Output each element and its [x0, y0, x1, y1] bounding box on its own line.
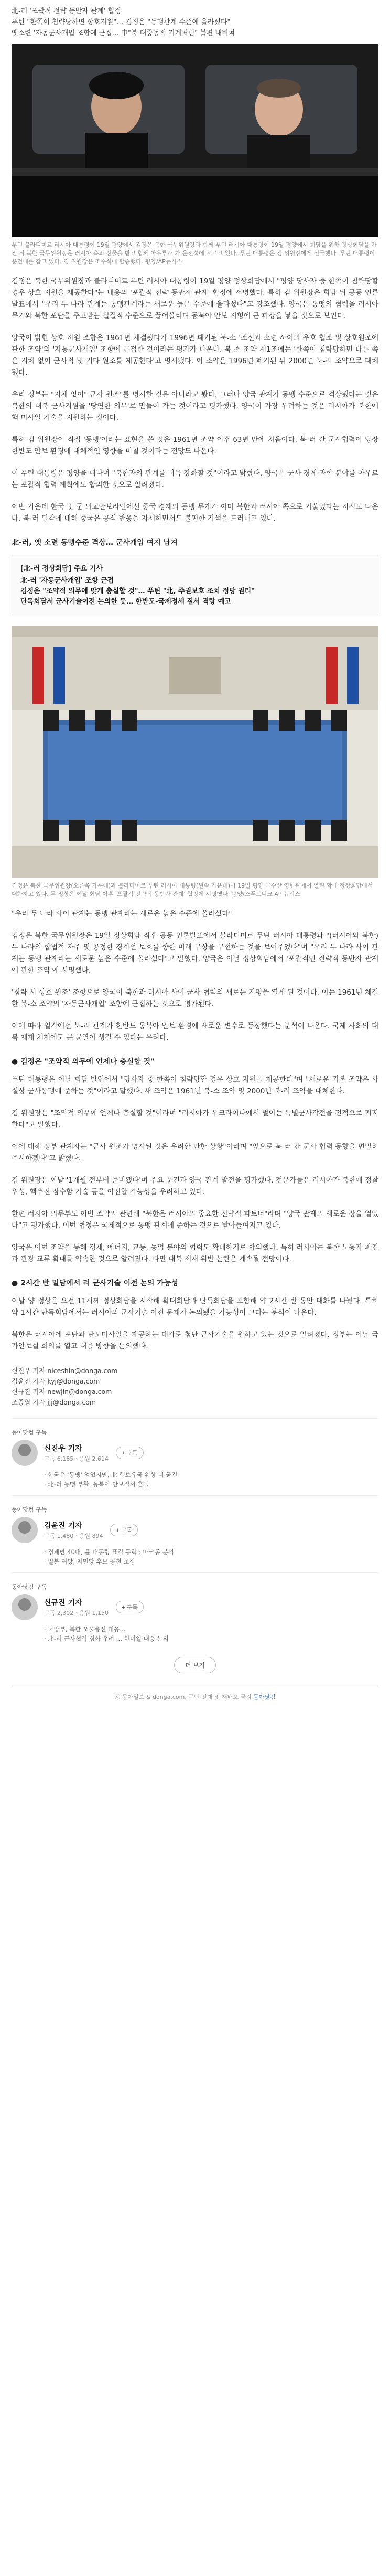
article-paragraph: 푸틴 대통령은 이날 회담 발언에서 "당사자 중 한쪽이 침략당할 경우 상호 지원을 제공한다"며 "새로운 기본 조약은 사실상 군사동맹에 준하는 것"이라고 말했다. 새 조약은 1961년 북-소 조약 및 2000년 북-러 조약을 대체한다. — [12, 1075, 378, 1095]
summary-line: 푸틴 "한쪽이 침략당하면 상호지원"… 김정은 "동맹관계 수준에 올라섰다" — [12, 18, 231, 26]
article-paragraph: 우리 정부는 "지체 없이" 군사 원조"를 명시한 것은 아니라고 봤다. 그러나 양국 관계가 동맹 수준으로 격상됐다는 것은 북한의 대북 군사지원을 '당연한 의무'로 만들어 가는 것이라고 평가했다. 양국이 가장 우려하는 것은 러시아가 북한에 핵 미사일 기술을 지원하는 것이다. — [12, 390, 378, 422]
car-photo-drawing — [12, 44, 378, 237]
related-link[interactable]: 김정은 "조약적 의무에 맞게 충실할 것"… 푸틴 "北, 주권보호 조치 정당 권리" — [20, 587, 255, 595]
reporter-article-link[interactable]: · 일본 여당, 자민당 후보 공천 조정 — [44, 1558, 135, 1565]
author-line: 신규진 기자 newjin@donga.com — [12, 1388, 112, 1396]
reporter-article-link[interactable]: · 국방부, 북한 오물풍선 대응… — [44, 1625, 126, 1633]
footer-link[interactable]: 동아닷컴 — [253, 1694, 276, 1701]
section-heading: ● 2시간 반 밀담에서 러 군사기술 이전 논의 가능성 — [12, 1279, 178, 1287]
reporter-follow-label: 동아닷컴 구독 — [12, 1429, 47, 1436]
article-summary — [12, 6, 378, 38]
reporter-name[interactable]: 신규진 기자 — [44, 1599, 82, 1607]
photo-caption: 김정은 북한 국무위원장(오른쪽 가운데)과 블라디미르 푸틴 러시아 대통령(왼쪽 가운데)이 19일 평양 금수산 영빈관에서 열린 확대 정상회담에서 대화하고 있다. 두 정상은 이날 회담 이후 '포괄적 전략적 동반자 관계' 협정에 서명했다. 평양/스푸트니크 AP 뉴시스 — [12, 882, 373, 898]
author-line: 신진우 기자 niceshin@donga.com — [12, 1367, 118, 1375]
reporter-article-link[interactable]: · 北-러 군사협력 심화 우려 … 한미일 대응 논의 — [44, 1635, 169, 1642]
article-page — [12, 0, 378, 1701]
article-paragraph: '침략 시 상호 원조' 조항으로 양국이 북한과 러시아 사이 군사 협력의 새로운 지평을 열게 된 것이다. 이는 1961년 체결한 북-소 조약의 '자동군사개입' 조항에 근접하는 것으로 평가된다. — [12, 988, 378, 1008]
footer — [12, 1686, 378, 1701]
related-title: [北-러 정상회담] 주요 기사 — [20, 565, 103, 573]
article-paragraph: 양국이 밝힌 상호 지원 조항은 1961년 체결됐다가 1996년 폐기된 북-소 '조선과 소련 사이의 우호 협조 및 상호원조에 관한 조약'의 '자동군사개입' 조항에 근접한 것이라는 평가가 나온다. 북-소 조약 제1조에는 '한쪽이 침략당하면 다른 쪽은 지체 없이 군사적 및 기타 원조를 제공한다'고 명시됐다. 이 조약은 1996년 폐기된 뒤 2000년 북-러 조약으로 대체됐다. — [12, 334, 378, 377]
summit-photo-drawing — [12, 626, 378, 878]
reporter-name[interactable]: 신진우 기자 — [44, 1444, 82, 1453]
more-button[interactable]: 더 보기 — [174, 1657, 216, 1673]
article-paragraph: 이에 따라 일각에선 북-러 관계가 한반도 동북아 안보 환경에 새로운 변수로 등장했다는 분석이 나온다. 국제 사회의 대북 제재 체제에도 큰 균열이 생길 수 있다는 우려다. — [12, 1022, 378, 1042]
avatar[interactable] — [12, 1440, 38, 1466]
related-articles-box — [12, 555, 378, 615]
article-paragraph: 김 위원장은 이날 '1개월 전부터 준비됐다'며 주요 문건과 양국 관계 발전을 평가했다. 전문가들은 러시아가 북한에 정찰위성, 핵추진 잠수함 기술 등을 이전할 가능성을 우려하고 있다. — [12, 1176, 378, 1196]
article-paragraph: 김 위원장은 "조약적 의무에 언제나 충실할 것"이라며 "러시아가 우크라이나에서 벌이는 특별군사작전을 전적으로 지지한다"고 말했다. — [12, 1109, 378, 1129]
author-line: 조종엽 기자 jjj@donga.com — [12, 1398, 96, 1406]
reporter-article-link[interactable]: · 北-러 동맹 부활, 동북아 안보질서 흔들 — [44, 1481, 149, 1488]
summit-photo — [12, 626, 378, 878]
section-heading: 北-러, 옛 소련 동맹수준 격상… 군사개입 여지 남겨 — [12, 539, 178, 547]
article-paragraph: "우리 두 나라 사이 관계는 동맹 관계라는 새로운 높은 수준에 올라섰다" — [12, 910, 232, 918]
author-list — [12, 1366, 378, 1408]
section-heading: ● 김정은 "조약적 의무에 언제나 충실할 것" — [12, 1058, 155, 1066]
reporter-follow-label: 동아닷컴 구독 — [12, 1506, 47, 1513]
article-paragraph: 이번 가운데 한국 및 군 외교안보라인에선 중국 경제의 동맹 무게가 이미 북한과 러시아 쪽으로 기울었다는 지적도 나온다. 북-러 밀착에 대해 중국은 공식 반응을 자제하면서도 불편한 기색을 드러내고 있다. — [12, 503, 378, 523]
reporter-card — [12, 1495, 378, 1572]
car-photo — [12, 44, 378, 237]
reporter-article-link[interactable]: · 경제만 40대, 윤 대통령 표결 동력 : 마크롱 분석 — [44, 1548, 174, 1556]
reporter-stats: 구독 1,480 · 응원 894 — [44, 1533, 103, 1539]
avatar[interactable] — [12, 1594, 38, 1620]
reporter-article-link[interactable]: · 한국은 '동맹' 얻었지만, 北 핵보유국 위상 더 굳건 — [44, 1471, 178, 1479]
reporter-stats: 구독 2,302 · 응원 1,150 — [44, 1610, 109, 1617]
follow-button[interactable]: + 구독 — [116, 1447, 144, 1459]
article-paragraph: 양국은 이번 조약을 통해 경제, 에너지, 교통, 농업 분야의 협력도 확대하기로 합의했다. 특히 러시아는 북한 노동자 파견과 관광 교류 확대를 약속한 것으로 알려졌다. 다만 대북 제재 위반 논란은 계속될 전망이다. — [12, 1243, 378, 1263]
follow-button[interactable]: + 구독 — [110, 1524, 138, 1536]
reporter-card — [12, 1572, 378, 1650]
author-line: 김윤진 기자 kyj@donga.com — [12, 1377, 100, 1385]
article-paragraph: 이 푸틴 대통령은 평양을 떠나며 "북한과의 관계를 더욱 강화할 것"이라고 밝혔다. 양국은 군사·경제·과학 분야를 아우르는 포괄적 협력 계획에도 합의한 것으로 알려졌다. — [12, 469, 378, 489]
related-link[interactable]: 단독회담서 군사기술이전 논의한 듯… 한반도-국제정세 질서 격랑 예고 — [20, 598, 231, 606]
avatar[interactable] — [12, 1517, 38, 1543]
follow-button[interactable]: + 구독 — [116, 1601, 144, 1613]
reporter-follow-label: 동아닷컴 구독 — [12, 1583, 47, 1590]
copyright-text: ⓒ 동아일보 & donga.com, 무단 전재 및 재배포 금지 — [114, 1694, 252, 1701]
article-paragraph: 이에 대해 정부 관계자는 "군사 원조가 명시된 것은 우려할 만한 상황"이라며 "앞으로 북-러 간 군사 협력 동향을 면밀히 주시하겠다"고 밝혔다. — [12, 1143, 378, 1163]
article-paragraph: 한편 러시아 외무부도 이번 조약과 관련해 "북한은 러시아의 중요한 전략적 파트너"라며 "양국 관계의 새로운 장을 열었다"고 평가했다. 이번 협정은 국제적으로 동맹 관계에 준하는 것으로 받아들여지고 있다. — [12, 1210, 378, 1230]
reporter-card — [12, 1418, 378, 1495]
summary-line: 옛소련 '자동군사개입 조항에 근접… 中"북 대중동적 기계처럼" 불편 내비쳐 — [12, 29, 235, 37]
article-paragraph: 김정은 북한 국무위원장은 19일 정상회담 직후 공동 언론발표에서 블라디미르 푸틴 러시아 대통령과 "(러시아와 북한) 두 나라의 합법적 자주 및 공정한 경계선 보호를 향한 미래 구상을 구현하는 것을 보여주었다"며 "우리 두 나라 사이 관계는 동맹 관계라는 새로운 높은 수준에 올라섰다"고 말했다. 양국은 이날 정상회담에서 '포괄적인 전략적 동반자 관계에 관한 조약'에 서명했다. — [12, 932, 378, 975]
summary-line: 北-러 '포괄적 전략 동반자 관계' 협정 — [12, 7, 121, 15]
photo-caption: 푸틴 블라디미르 러시아 대통령이 19일 평양에서 김정은 북한 국무위원장과 함께 푸틴 러시아 대통령이 19일 평양에서 회담을 위해 정상회담을 가진 뒤 북한 국무위원장은 러시아 측의 선물을 받고 함께 아우루스 차 운전석에 오르고 있다. 푸틴 대통령은 김 위원장에게 선물했다. 푸틴 대통령이 운전대를 잡고 있다. 김 위원장은 조수석에 탑승했다. 평양/AP뉴시스 — [12, 241, 377, 265]
reporter-name[interactable]: 김윤진 기자 — [44, 1522, 82, 1530]
related-link[interactable]: 北-러 '자동군사개입' 조항 근접 — [20, 577, 114, 585]
article-paragraph: 특히 김 위원장이 직접 '동맹'이라는 표현을 쓴 것은 1961년 조약 이후 63년 만에 처음이다. 북-러 간 군사협력이 당장 한반도 안보 환경에 대체적인 영향을 미칠 것이라는 전망도 나온다. — [12, 436, 378, 456]
article-paragraph: 북한은 러시아에 포탄과 탄도미사일을 제공하는 대가로 첨단 군사기술을 원하고 있는 것으로 알려졌다. 정부는 이날 국가안보실 회의를 열고 대응 방향을 논의했다. — [12, 1331, 378, 1350]
reporter-stats: 구독 6,185 · 응원 2,614 — [44, 1455, 109, 1462]
article-paragraph: 김정은 북한 국무위원장과 블라디미르 푸틴 러시아 대통령이 19일 평양 정상회담에서 "평양 당사자 중 한쪽이 침략당할 경우 상호 지원을 제공한다"는 내용의 '포괄적 전략 동반자 관계' 협정에 서명했다. 특히 김 위원장은 회담 뒤 공동 언론발표에서 "우리 두 나라 관계는 동맹관계라는 새로운 높은 수준에 올라섰다"고 강조했다. 양국은 동맹의 협력을 러시아 무기와 북한 포탄을 주고받는 실질적 수준으로 끌어올리며 동북아 안보 지형에 큰 파장을 낳을 것으로 보인다. — [12, 277, 378, 320]
article-paragraph: 이날 양 정상은 오전 11시께 정상회담을 시작해 확대회담과 단독회담을 포함해 약 2시간 반 동안 대화를 나눴다. 특히 약 1시간 단독회담에서는 러시아의 군사기술 이전 문제가 논의됐을 가능성이 크다는 분석이 나온다. — [12, 1297, 378, 1317]
